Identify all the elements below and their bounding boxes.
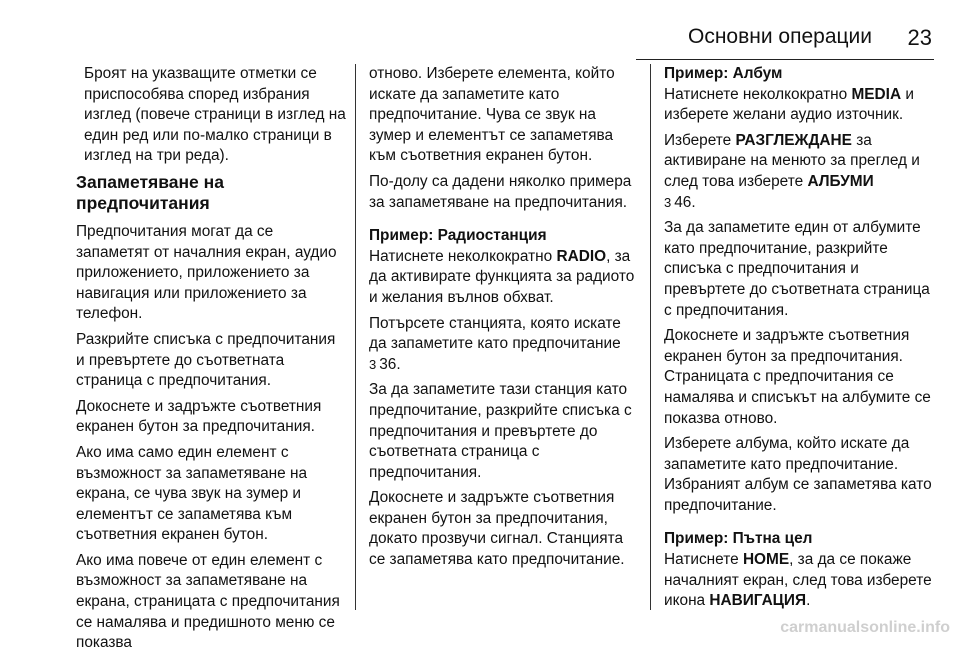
text: Натиснете неколкократно <box>664 85 852 103</box>
paragraph <box>664 85 934 126</box>
header-rule <box>636 59 934 60</box>
paragraph: Разкрийте списъка с предпочитания и превъртете до съответната страница с предпочитания. <box>76 330 336 390</box>
column-3 <box>664 64 934 617</box>
text: Натиснете <box>664 551 743 569</box>
paragraph <box>369 247 635 309</box>
paragraph <box>664 131 934 213</box>
arrow-reference-icon: 3 <box>369 356 377 372</box>
column-1 <box>76 64 348 659</box>
text: . <box>806 592 811 610</box>
key-label-home: HOME <box>742 551 790 569</box>
paragraph: За да запаметите един от албумите като предпочитание, разкрийте списъка с предпочитания и превъртете до съответната страница с предпочитания. <box>664 219 930 319</box>
paragraph: Предпочитания могат да се запаметят от началния екран, аудио приложението, приложението за навигация или приложението за телефон. <box>76 222 337 323</box>
column-divider-2 <box>650 64 651 610</box>
text: и изберете желани аудио източник. <box>664 85 914 124</box>
page-number: 23 <box>907 25 932 50</box>
paragraph: По-долу са дадени няколко примера за запаметяване на предпочитания. <box>369 172 632 211</box>
paragraph: За да запаметите тази станция като предпочитание, разкрийте списъка с предпочитания и превъртете до съответната страница с предпочитания. <box>369 381 632 481</box>
arrow-reference-icon: 3 <box>664 194 672 210</box>
text: за активиране на менюто за преглед и след това изберете <box>664 131 920 190</box>
paragraph: Изберете албума, който искате да запаметите като предпочитание. Избраният албум се запаметява като предпочитание. <box>664 435 932 514</box>
key-label-browse: РАЗГЛЕЖДАНЕ <box>735 131 852 149</box>
section-heading <box>76 172 348 214</box>
column-2 <box>369 64 635 576</box>
text: Изберете <box>664 131 736 149</box>
paragraph: Докоснете и задръжте съответния екранен бутон за предпочитания. Страницата с предпочитания се намалява и списъкът на албумите се показва отново. <box>664 327 931 427</box>
paragraph: Докоснете и задръжте съответния екранен бутон за предпочитания. <box>76 397 322 436</box>
page-reference[interactable]: 36. <box>379 355 401 373</box>
text: Потърсете станцията, която искате да запаметите като предпочитание <box>369 314 621 353</box>
paragraph: отново. Изберете елемента, който искате да запаметите като предпочитание. Чува се звук на зумер и елементът се запаметява към съответния екранен бутон. <box>369 65 615 165</box>
paragraph: Докоснете и задръжте съответния екранен бутон за предпочитания, докато прозвучи сигнал. Станцията се запаметява като предпочитание. <box>369 489 625 569</box>
paragraph <box>664 550 934 612</box>
text: Натиснете неколкократно <box>369 247 557 265</box>
section-heading-line2: предпочитания <box>76 192 210 213</box>
page-header-title: Основни операции <box>687 25 872 48</box>
example-heading-album: Пример: Албум <box>664 65 783 82</box>
footer-watermark: carmanualsonline.info <box>780 619 950 636</box>
key-label-albums: АЛБУМИ <box>807 172 874 190</box>
key-label-media: MEDIA <box>851 85 902 103</box>
paragraph <box>369 314 635 376</box>
page-reference[interactable]: 46. <box>674 193 696 211</box>
intro-paragraph: Броят на указващите отметки се приспособява според избрания изглед (повече страници в изглед на един ред или по-малко страници в изглед на три реда). <box>84 65 346 165</box>
example-heading-route: Пример: Пътна цел <box>664 530 813 548</box>
column-divider-1 <box>355 64 356 610</box>
key-label-radio: RADIO <box>556 247 607 265</box>
section-heading-line1: Запаметяване на <box>76 171 224 192</box>
paragraph: Ако има само един елемент с възможност за запаметяване на екрана, се чува звук на зумер и елементът се запаметява към съответния екранен бутон. <box>76 443 308 544</box>
text: , за да се покаже началният екран, след това изберете икона <box>664 551 932 610</box>
text: , за да активирате функцията за радиото и желания вълнов обхват. <box>369 247 635 306</box>
key-label-navigation: НАВИГАЦИЯ <box>709 592 807 610</box>
example-heading-radio: Пример: Радиостанция <box>369 227 547 245</box>
paragraph: Ако има повече от един елемент с възможност за запаметяване на екрана, страницата с предпочитания се намалява и предишното меню се показва <box>76 551 340 652</box>
